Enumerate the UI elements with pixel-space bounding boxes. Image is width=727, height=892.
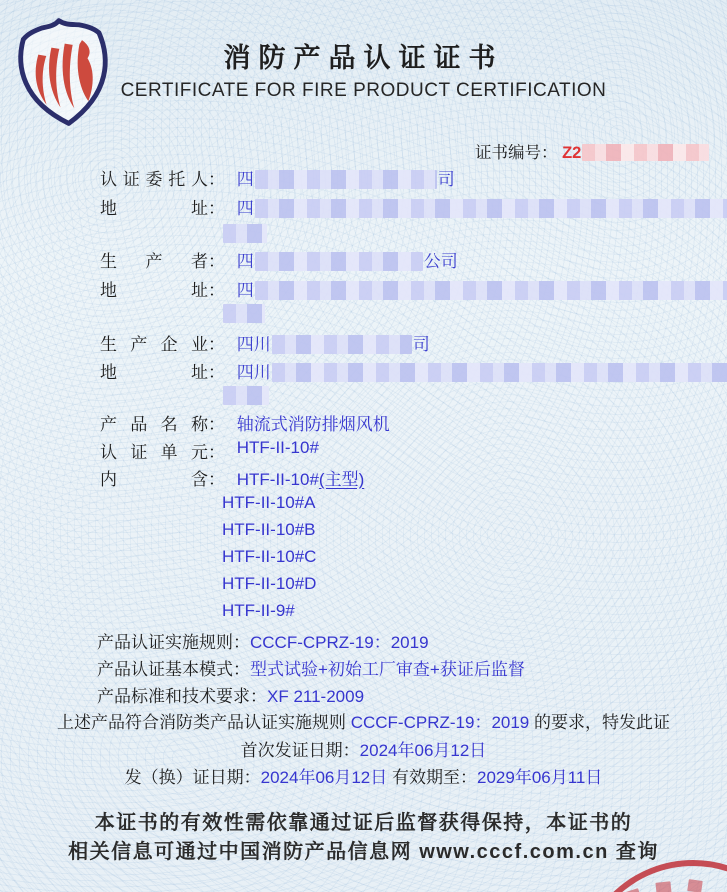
certification-unit-row: 认证单元： HTF-II-10# bbox=[100, 438, 319, 462]
issue-date-value: 2024年06月12日 bbox=[260, 768, 388, 787]
producer-address-row: 地址： 四 bbox=[100, 276, 727, 301]
model-item: HTF-II-10#C bbox=[222, 547, 317, 566]
applicant-address-row: 地址： 四 bbox=[100, 194, 727, 219]
redaction-mask bbox=[223, 224, 267, 243]
producer-label: 生产者 bbox=[100, 252, 208, 271]
redaction-mask bbox=[255, 170, 437, 189]
redaction-mask bbox=[255, 252, 423, 271]
redaction-mask bbox=[582, 144, 709, 161]
page-subtitle: CERTIFICATE FOR FIRE PRODUCT CERTIFICATION bbox=[120, 80, 607, 101]
enterprise-row: 生产企业： 四川 司 bbox=[100, 330, 430, 355]
issue-validity-row bbox=[0, 763, 727, 788]
address-label: 地址 bbox=[100, 199, 208, 218]
product-name-label: 产品名称 bbox=[100, 415, 208, 434]
model-item: HTF-II-10#B bbox=[222, 520, 316, 539]
product-name-row: 产品名称： 轴流式消防排烟风机 bbox=[100, 410, 390, 435]
first-issue-date-value: 2024年06月12日 bbox=[359, 741, 487, 760]
implementation-rule-row bbox=[97, 628, 429, 653]
redaction-mask bbox=[272, 363, 727, 382]
footer-line-2: 相关信息可通过中国消防产品信息网 www.cccf.com.cn 查询 bbox=[68, 841, 659, 863]
enterprise-address-row: 地址： 四川 bbox=[100, 358, 727, 383]
issue-date-label: 发（换）证日期： bbox=[124, 768, 261, 787]
applicant-label: 认证委托人 bbox=[100, 170, 208, 189]
product-name-value: 轴流式消防排烟风机 bbox=[236, 415, 390, 434]
standard-row bbox=[97, 682, 364, 707]
redaction-mask bbox=[223, 386, 269, 405]
footer-line-1: 本证书的有效性需依靠通过证后监督获得保持，本证书的 bbox=[94, 812, 633, 834]
first-issue-date-row bbox=[0, 736, 727, 761]
valid-until-value: 2029年06月11日 bbox=[477, 768, 603, 787]
first-issue-date-label: 首次发证日期： bbox=[240, 741, 360, 760]
seal-glyph bbox=[655, 881, 671, 892]
basic-mode-label: 产品认证基本模式： bbox=[97, 660, 250, 679]
model-item: HTF-II-10#A bbox=[222, 493, 316, 512]
model-item: HTF-II-9# bbox=[222, 601, 295, 620]
address-label: 地址 bbox=[100, 363, 208, 382]
certification-unit-value: HTF-II-10# bbox=[236, 438, 319, 457]
certificate-number-row: 证书编号： Z2 bbox=[475, 139, 710, 163]
valid-until-label: 有效期至： bbox=[392, 768, 477, 787]
contains-label: 内含 bbox=[100, 470, 208, 489]
page-title: 消防产品认证证书 bbox=[223, 43, 504, 73]
certificate-number-label: 证书编号 bbox=[475, 144, 541, 162]
redaction-mask bbox=[272, 335, 412, 354]
conformity-statement: 上述产品符合消防类产品认证实施规则 CCCF-CPRZ-19：2019 的要求，特发此证 bbox=[56, 713, 670, 732]
basic-mode-row bbox=[97, 655, 525, 680]
certificate-number-value: Z2 bbox=[562, 144, 582, 162]
redaction-mask bbox=[255, 281, 727, 300]
seal-glyph bbox=[625, 888, 642, 892]
standard-value: XF 211-2009 bbox=[267, 687, 365, 706]
applicant-row: 认证委托人： 四 司 bbox=[100, 165, 455, 190]
main-model-note: (主型) bbox=[318, 470, 365, 489]
implementation-rule-label: 产品认证实施规则： bbox=[97, 633, 250, 652]
model-item: HTF-II-10#D bbox=[222, 574, 317, 593]
certification-unit-label: 认证单元 bbox=[100, 443, 208, 462]
redaction-mask bbox=[255, 199, 727, 218]
enterprise-label: 生产企业 bbox=[100, 335, 208, 354]
contains-row: 内含： HTF-II-10#(主型) bbox=[100, 465, 364, 490]
basic-mode-value: 型式试验+初始工厂审查+获证后监督 bbox=[250, 660, 525, 679]
redaction-mask bbox=[223, 304, 265, 323]
address-label: 地址 bbox=[100, 281, 208, 300]
implementation-rule-value: CCCF-CPRZ-19：2019 bbox=[250, 633, 429, 652]
seal-glyph bbox=[687, 879, 703, 892]
standard-label: 产品标准和技术要求： bbox=[97, 687, 267, 706]
red-seal-stamp bbox=[578, 860, 727, 892]
producer-row: 生产者： 四 公司 bbox=[100, 247, 458, 272]
